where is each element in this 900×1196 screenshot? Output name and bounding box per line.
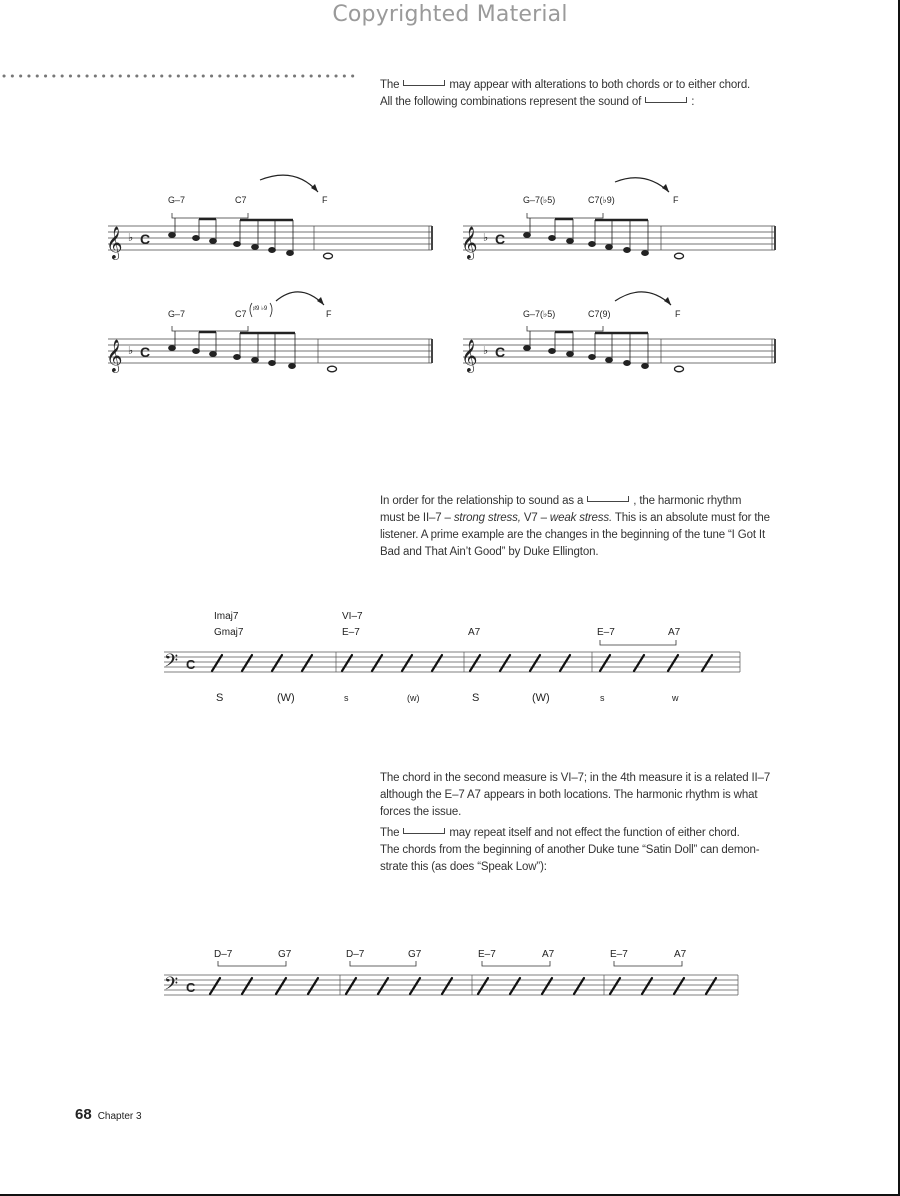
satin-doll-paragraph — [380, 770, 810, 876]
intro-text: may appear with alterations to both chords or to either chord. — [449, 79, 751, 91]
body-text: V7 – — [523, 512, 547, 524]
chord-symbol: E–7 — [342, 627, 360, 638]
common-time-icon: C — [140, 231, 151, 247]
harmonic-rhythm-paragraph — [380, 493, 810, 561]
body-text: The chords from the beginning of another Duke tune “Satin Doll” can demon- — [380, 844, 760, 856]
body-text: although the E–7 A7 appears in both locations. The harmonic rhythm is what — [380, 789, 758, 801]
chord-symbol: F — [673, 195, 679, 205]
flat-key-signature-icon: ♭ — [483, 232, 489, 244]
ii-v-bracket-icon — [403, 80, 445, 86]
chord-symbol: G–7 — [168, 309, 186, 319]
chord-symbol: Gmaj7 — [214, 627, 244, 638]
body-text: The — [380, 827, 400, 839]
resolution-arrow-icon — [260, 175, 318, 192]
chord-symbol: G7 — [408, 949, 422, 960]
body-text: , the harmonic rhythm — [633, 495, 742, 507]
example-staff-3 — [100, 283, 440, 383]
stress-marker: w — [672, 693, 679, 703]
treble-clef-icon: 𝄞 — [461, 227, 478, 258]
chapter-label: Chapter 3 — [97, 1111, 142, 1122]
bass-clef-icon: 𝄢 — [164, 973, 179, 998]
body-text: may repeat itself and not effect the function of either chord. — [449, 827, 740, 839]
roman-numeral-label: VI–7 — [342, 611, 363, 622]
intro-text: The — [380, 79, 400, 91]
resolution-arrow-icon — [615, 178, 669, 192]
chord-symbol: A7 — [542, 949, 555, 960]
treble-clef-icon: 𝄞 — [106, 227, 123, 258]
common-time-icon: C — [495, 231, 506, 247]
intro-paragraph — [380, 77, 810, 111]
alteration-label: ♯9 ♭9 — [253, 306, 268, 312]
stress-marker: (w) — [407, 693, 420, 703]
dotted-divider — [0, 72, 360, 80]
body-text: This is an absolute must for the — [614, 512, 770, 524]
stress-marker: (W) — [532, 692, 550, 704]
chord-symbol: F — [326, 309, 332, 319]
body-text: forces the issue. — [380, 806, 462, 818]
body-text: The chord in the second measure is VI–7; in the 4th measure it is a related II–7 — [380, 772, 771, 784]
body-text: Bad and That Ain’t Good” by Duke Ellington. — [380, 546, 599, 558]
chord-symbol: D–7 — [214, 949, 233, 960]
satin-doll-slash-staff — [160, 940, 750, 1010]
chord-symbol: E–7 — [478, 949, 496, 960]
example-staff-2 — [455, 170, 785, 270]
common-time-icon: C — [495, 344, 506, 360]
page-footer — [75, 1106, 142, 1123]
chord-symbol: E–7 — [597, 627, 615, 638]
chord-symbol: A7 — [668, 627, 681, 638]
chord-symbol: A7 — [674, 949, 687, 960]
body-text: In order for the relationship to sound as a — [380, 495, 584, 507]
chord-symbol: G–7(♭5) — [523, 195, 556, 205]
flat-key-signature-icon: ♭ — [128, 345, 134, 357]
chord-symbol: C7 — [235, 195, 247, 205]
stress-marker: S — [472, 692, 480, 704]
resolution-arrow-icon — [276, 292, 324, 305]
chord-symbol: G–7(♭5) — [523, 309, 556, 319]
intro-text: : — [691, 96, 695, 108]
common-time-icon: C — [186, 980, 196, 995]
common-time-icon: C — [140, 344, 151, 360]
flat-key-signature-icon: ♭ — [483, 345, 489, 357]
flat-key-signature-icon: ♭ — [128, 232, 134, 244]
weak-stress-text: weak stress. — [549, 512, 613, 524]
roman-numeral-label: Imaj7 — [214, 611, 239, 622]
ii-v-bracket-icon — [645, 97, 687, 103]
treble-clef-icon: 𝄞 — [461, 340, 478, 371]
chord-symbol: C7(♭9) — [588, 195, 615, 205]
body-text: must be II–7 – — [380, 512, 451, 524]
stress-marker: (W) — [277, 692, 295, 704]
chord-symbol: D–7 — [346, 949, 365, 960]
chord-symbol: A7 — [468, 627, 481, 638]
ii-v-bracket-icon — [587, 496, 629, 502]
chord-symbol: E–7 — [610, 949, 628, 960]
treble-clef-icon: 𝄞 — [106, 340, 123, 371]
watermark: Copyrighted Material — [332, 2, 568, 27]
page-number: 68 — [75, 1106, 92, 1123]
intro-text: All the following combinations represent the sound of — [380, 96, 642, 108]
resolution-arrow-icon — [615, 292, 671, 305]
example-staff-1 — [100, 170, 440, 270]
stress-marker: s — [344, 693, 349, 703]
chord-symbol: F — [322, 195, 328, 205]
body-text: strate this (as does “Speak Low”): — [380, 861, 547, 873]
chord-symbol: G–7 — [168, 195, 186, 205]
strong-stress-text: strong stress, — [453, 512, 521, 524]
bass-clef-icon: 𝄢 — [164, 650, 179, 675]
common-time-icon: C — [186, 657, 196, 672]
chord-symbol: C7(9) — [588, 309, 611, 319]
stress-marker: s — [600, 693, 605, 703]
chord-symbol: C7 — [235, 309, 247, 319]
example-staff-4 — [455, 283, 785, 383]
ellington-slash-staff — [160, 600, 750, 710]
rhythm-slashes — [212, 655, 712, 671]
chord-symbol: G7 — [278, 949, 292, 960]
stress-marker: S — [216, 692, 224, 704]
rhythm-slashes — [210, 978, 716, 994]
chord-symbol: F — [675, 309, 681, 319]
body-text: listener. A prime example are the changes in the beginning of the tune “I Got It — [380, 529, 765, 541]
ii-v-bracket-icon — [403, 828, 445, 834]
